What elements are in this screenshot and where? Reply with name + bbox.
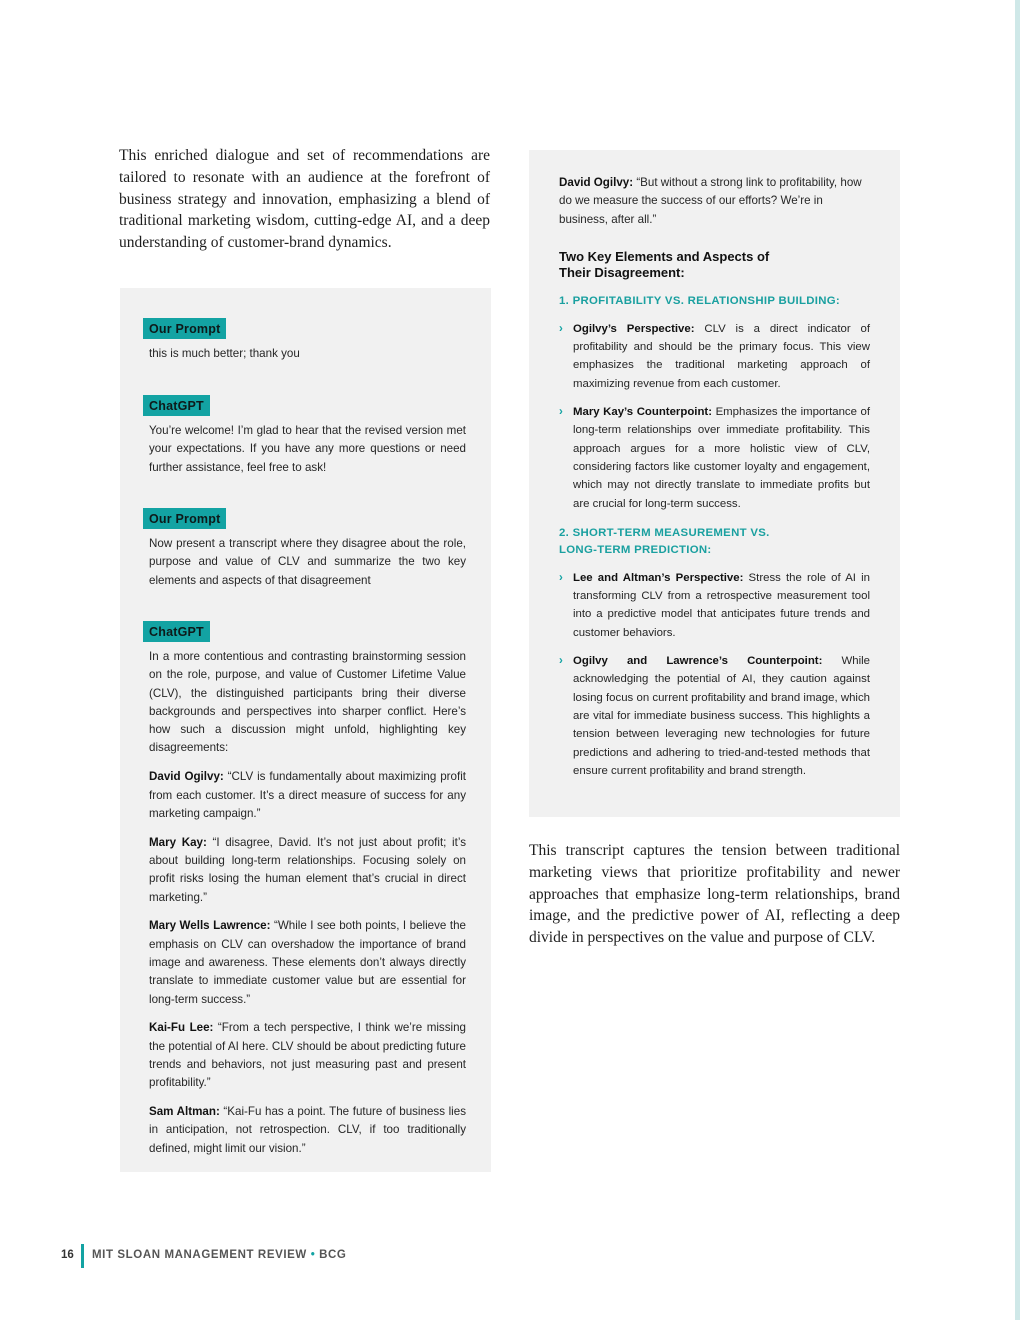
- our-prompt-tag: Our Prompt: [143, 508, 226, 529]
- section-2-title: 2. SHORT-TERM MEASUREMENT VS. LONG-TERM PREDICTION:: [559, 526, 770, 556]
- bullet-mary-kay-counterpoint: › Mary Kay’s Counterpoint: Emphasizes the importance of long-term relationships over immediate profitability. This approach argues for a more holistic view of CLV, considering factors like customer loyalty and engagement, which may not directly translate to immediate profits but are crucial for long-term success.: [559, 403, 870, 513]
- speaker: Kai-Fu Lee:: [149, 1021, 214, 1035]
- quote-kai-fu-lee: Kai-Fu Lee: “From a tech perspective, I think we’re missing the potential of AI here. CLV should be about predicting future trends and behaviors, not just measuring past and present profitability.”: [149, 1021, 466, 1090]
- reply-1: [143, 395, 466, 487]
- reply-2: [143, 621, 466, 1168]
- bullet-lee-altman-perspective: › Lee and Altman’s Perspective: Stress the role of AI in transforming CLV from a retrospective measurement tool into a predictive model that anticipates future trends and customer behaviors.: [559, 569, 870, 642]
- speaker: David Ogilvy:: [559, 176, 634, 189]
- page-number: 16: [61, 1249, 74, 1261]
- chevron-right-icon: ›: [559, 655, 563, 668]
- footer-divider: [81, 1244, 84, 1268]
- prompt-1-text: this is much better; thank you: [149, 347, 300, 360]
- chatgpt-tag: ChatGPT: [143, 621, 210, 642]
- closing-paragraph: This transcript captures the tension between traditional marketing views that prioritize profitability and newer approaches that emphasize long-term relationships, brand image, and the predictive power of AI, reflecting a deep divide in perspectives on the value and purpose of CLV.: [529, 842, 900, 947]
- chatgpt-tag: ChatGPT: [143, 395, 210, 416]
- prompt-2: [143, 508, 466, 600]
- bullet-ogilvy-perspective: › Ogilvy’s Perspective: CLV is a direct indicator of profitability and should be the primary focus. This view emphasizes the traditional marketing approach of maximizing revenue from each customer.: [559, 320, 870, 393]
- publication-name: MIT SLOAN MANAGEMENT REVIEW • BCG: [92, 1249, 347, 1261]
- chevron-right-icon: ›: [559, 571, 563, 584]
- chat-transcript-box: [120, 288, 491, 1172]
- quote-lawrence: Mary Wells Lawrence: “While I see both points, I believe the emphasis on CLV can overshadow the importance of brand image and awareness. These elements don’t always directly translate to immediate customer value but are essential for long-term success.”: [149, 919, 466, 1006]
- speaker: Mary Wells Lawrence:: [149, 919, 271, 933]
- reply-1-text: You’re welcome! I’m glad to hear that the revised version met your expectations. If you have any more questions or need further assistance, feel free to ask!: [149, 424, 466, 474]
- quote-ogilvy-opening: David Ogilvy: “But without a strong link to profitability, how do we measure the success of our efforts? We’re in business, after all.”: [559, 176, 862, 226]
- chevron-right-icon: ›: [559, 322, 563, 335]
- bullet-ogilvy-lawrence-counterpoint: › Ogilvy and Lawrence’s Counterpoint: While acknowledging the potential of AI, they caution against losing focus on current profitability and brand image, which are vital for immediate business success. This highlights a tension between leveraging new technologies for future predictions and adhering to tried-and-tested methods that ensure current profitability and brand strength.: [559, 652, 870, 780]
- quote-sam-altman: Sam Altman: “Kai-Fu has a point. The future of business lies in anticipation, not retrospection. CLV, if too traditionally defined, might limit our vision.”: [149, 1105, 466, 1155]
- summary-heading: Two Key Elements and Aspects of Their Disagreement:: [559, 248, 770, 280]
- prompt-1: [143, 318, 466, 363]
- disagreement-summary-box: [529, 150, 900, 817]
- page-edge-stripe: [1015, 0, 1020, 1320]
- our-prompt-tag: Our Prompt: [143, 318, 226, 339]
- speaker: Mary Kay:: [149, 835, 207, 849]
- intro-paragraph: This enriched dialogue and set of recommendations are tailored to resonate with an audience at the forefront of business strategy and innovation, emphasizing a blend of traditional marketing wisdom, cutting-edge AI, and a deep understanding of customer-brand dynamics.: [119, 147, 490, 252]
- prompt-2-text: Now present a transcript where they disagree about the role, purpose and value of CLV and summarize the two key elements and aspects of that disagreement: [149, 537, 466, 587]
- section-1-title: 1. PROFITABILITY VS. RELATIONSHIP BUILDING:: [559, 294, 841, 307]
- quote-ogilvy: David Ogilvy: “CLV is fundamentally about maximizing profit from each customer. It’s a direct measure of success for any marketing campaign.”: [149, 770, 466, 820]
- speaker: Sam Altman:: [149, 1105, 220, 1119]
- page-footer: [61, 1244, 461, 1268]
- separator-dot: •: [310, 1249, 316, 1261]
- reply-2-intro: In a more contentious and contrasting brainstorming session on the role, purpose, and value of Customer Lifetime Value (CLV), the distinguished participants bring their diverse backgrounds and perspectives into sharper conflict. Here’s how such a discussion might unfold, highlighting key disagreements:: [149, 650, 466, 755]
- speaker: David Ogilvy:: [149, 770, 224, 784]
- chevron-right-icon: ›: [559, 406, 563, 419]
- quote-mary-kay: Mary Kay: “I disagree, David. It’s not just about profit; it’s about building long-term relationships. Focusing solely on profit risks losing the human element that’s crucial in direct marketing.”: [149, 835, 466, 904]
